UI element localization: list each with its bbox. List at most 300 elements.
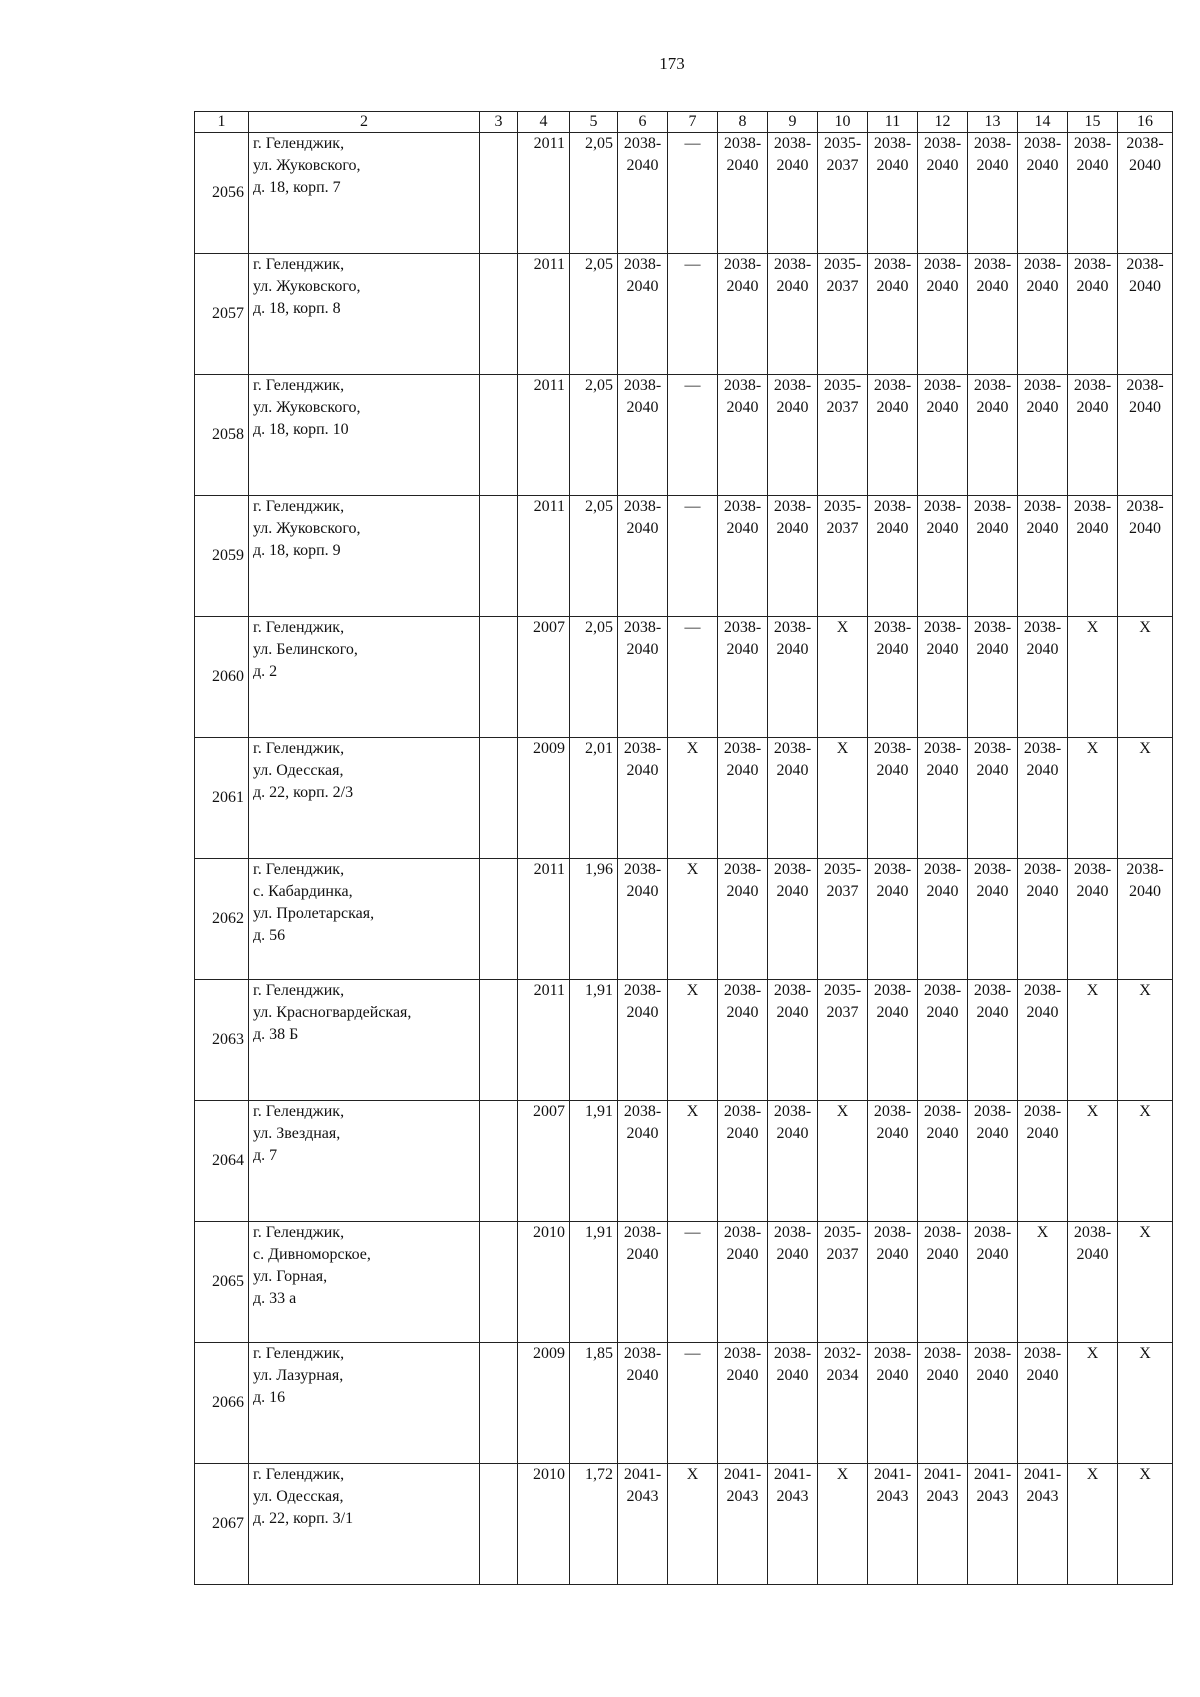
cell-line: 2040 xyxy=(976,641,1009,658)
row-number: 2061 xyxy=(195,738,249,859)
cell-line: 2038- xyxy=(773,498,812,515)
cell-line: 2040 xyxy=(976,1367,1009,1384)
column-header: 6 xyxy=(618,112,668,133)
period-cell xyxy=(868,254,918,375)
cell-line: 2041- xyxy=(1023,1466,1062,1483)
cell-line: 2040 xyxy=(776,399,809,416)
period-cell xyxy=(1118,1464,1173,1585)
cell-line: 2038- xyxy=(873,256,912,273)
table-row xyxy=(195,980,1173,1101)
period-cell xyxy=(968,1222,1018,1343)
cell-line: 2038- xyxy=(923,498,962,515)
cell-line: 2041- xyxy=(973,1466,1012,1483)
column-header: 4 xyxy=(518,112,570,133)
period-cell xyxy=(768,1101,818,1222)
period-cell xyxy=(768,859,818,980)
cell-line: 2037 xyxy=(826,399,859,416)
cell-line: 2040 xyxy=(726,1246,759,1263)
cell-line: 2038- xyxy=(873,861,912,878)
period-cell xyxy=(868,496,918,617)
period-cell xyxy=(1118,254,1173,375)
cell-line: 2040 xyxy=(1076,520,1109,537)
year-cell: 2011 xyxy=(518,980,570,1101)
column-3-cell xyxy=(480,254,518,375)
value-cell: 1,96 xyxy=(570,859,618,980)
period-cell xyxy=(668,133,718,254)
cell-line: 2040 xyxy=(926,1004,959,1021)
cell-line: 2043 xyxy=(926,1488,959,1505)
address-cell xyxy=(249,738,480,859)
year-cell: 2011 xyxy=(518,859,570,980)
cell-line: X xyxy=(836,740,849,757)
cell-line: д. 22, корп. 2/3 xyxy=(253,784,354,801)
cell-line: X xyxy=(686,740,699,757)
value-cell: 2,05 xyxy=(570,496,618,617)
cell-line: 2038- xyxy=(973,377,1012,394)
cell-line: 2040 xyxy=(1129,883,1161,900)
cell-line: 2040 xyxy=(976,157,1009,174)
cell-line: 2040 xyxy=(626,883,659,900)
row-number: 2063 xyxy=(195,980,249,1101)
cell-line: 2038- xyxy=(1023,256,1062,273)
cell-line: 2038- xyxy=(923,1103,962,1120)
cell-line: 2038- xyxy=(973,135,1012,152)
value-cell: 1,91 xyxy=(570,980,618,1101)
column-header: 12 xyxy=(918,112,968,133)
cell-line: 2040 xyxy=(1129,157,1161,174)
year-cell: 2007 xyxy=(518,617,570,738)
period-cell xyxy=(1068,738,1118,859)
cell-line: 2038- xyxy=(723,619,762,636)
address-cell xyxy=(249,617,480,738)
cell-line: 2040 xyxy=(1076,883,1109,900)
cell-line: 2038- xyxy=(623,135,662,152)
period-cell xyxy=(1068,980,1118,1101)
cell-line: X xyxy=(836,1103,849,1120)
address-cell xyxy=(249,375,480,496)
cell-line: г. Геленджик, xyxy=(253,1466,345,1483)
cell-line: 2040 xyxy=(776,1367,809,1384)
period-cell xyxy=(618,1222,668,1343)
cell-line: 2038- xyxy=(773,256,812,273)
cell-line: 2038- xyxy=(1073,377,1112,394)
cell-line: 2040 xyxy=(626,520,659,537)
period-cell xyxy=(1118,738,1173,859)
cell-line: 2040 xyxy=(876,1367,909,1384)
cell-line: 2040 xyxy=(1026,1367,1059,1384)
period-cell xyxy=(1018,1101,1068,1222)
column-3-cell xyxy=(480,133,518,254)
year-cell: 2010 xyxy=(518,1222,570,1343)
cell-line: 2040 xyxy=(926,1125,959,1142)
column-3-cell xyxy=(480,617,518,738)
cell-line: 2040 xyxy=(1026,1125,1059,1142)
cell-line: 2040 xyxy=(926,278,959,295)
cell-line: г. Геленджик, xyxy=(253,498,345,515)
cell-line: 2038- xyxy=(1126,377,1164,394)
column-header: 11 xyxy=(868,112,918,133)
period-cell xyxy=(618,738,668,859)
cell-line: 2043 xyxy=(1026,1488,1059,1505)
period-cell xyxy=(868,1464,918,1585)
cell-line: X xyxy=(1086,982,1099,999)
period-cell xyxy=(868,133,918,254)
cell-line: 2040 xyxy=(1026,399,1059,416)
cell-line: 2040 xyxy=(626,399,659,416)
cell-line: 2038- xyxy=(773,1224,812,1241)
cell-line: 2040 xyxy=(1026,157,1059,174)
cell-line: д. 18, корп. 8 xyxy=(253,300,341,317)
period-cell xyxy=(1068,1343,1118,1464)
cell-line: 2038- xyxy=(623,1224,662,1241)
period-cell xyxy=(818,1464,868,1585)
period-cell xyxy=(1118,1222,1173,1343)
period-cell xyxy=(918,1343,968,1464)
column-header: 3 xyxy=(480,112,518,133)
cell-line: X xyxy=(1139,619,1151,636)
column-header: 5 xyxy=(570,112,618,133)
cell-line: 2040 xyxy=(976,399,1009,416)
cell-line: д. 18, корп. 9 xyxy=(253,542,341,559)
cell-line: 2038- xyxy=(723,861,762,878)
cell-line: г. Геленджик, xyxy=(253,377,345,394)
period-cell xyxy=(1068,1464,1118,1585)
period-cell xyxy=(968,1343,1018,1464)
period-cell xyxy=(768,617,818,738)
period-cell xyxy=(1068,496,1118,617)
value-cell: 2,05 xyxy=(570,254,618,375)
period-cell xyxy=(668,1222,718,1343)
cell-line: — xyxy=(684,619,701,636)
period-cell xyxy=(868,859,918,980)
cell-line: X xyxy=(1139,1345,1151,1362)
cell-line: д. 2 xyxy=(253,663,278,680)
period-cell xyxy=(918,375,968,496)
table-row xyxy=(195,1101,1173,1222)
column-3-cell xyxy=(480,1101,518,1222)
cell-line: 2041- xyxy=(923,1466,962,1483)
cell-line: ул. Пролетарская, xyxy=(253,905,375,922)
cell-line: 2038- xyxy=(873,1224,912,1241)
cell-line: 2038- xyxy=(1126,498,1164,515)
period-cell xyxy=(768,738,818,859)
cell-line: 2038- xyxy=(873,377,912,394)
cell-line: 2038- xyxy=(773,861,812,878)
cell-line: 2038- xyxy=(773,135,812,152)
cell-line: 2038- xyxy=(1023,740,1062,757)
table-row xyxy=(195,254,1173,375)
cell-line: 2040 xyxy=(976,883,1009,900)
cell-line: 2038- xyxy=(723,1103,762,1120)
cell-line: г. Геленджик, xyxy=(253,740,345,757)
period-cell xyxy=(968,859,1018,980)
cell-line: 2040 xyxy=(876,883,909,900)
cell-line: 2040 xyxy=(976,520,1009,537)
cell-line: 2040 xyxy=(876,520,909,537)
column-3-cell xyxy=(480,1464,518,1585)
value-cell: 1,91 xyxy=(570,1101,618,1222)
cell-line: 2040 xyxy=(926,520,959,537)
cell-line: 2040 xyxy=(1026,641,1059,658)
period-cell xyxy=(818,980,868,1101)
cell-line: 2038- xyxy=(723,498,762,515)
cell-line: ул. Жуковского, xyxy=(253,520,361,537)
cell-line: 2040 xyxy=(726,157,759,174)
cell-line: 2040 xyxy=(626,762,659,779)
cell-line: 2038- xyxy=(973,982,1012,999)
cell-line: 2038- xyxy=(623,1345,662,1362)
period-cell xyxy=(968,133,1018,254)
period-cell xyxy=(618,1101,668,1222)
cell-line: 2040 xyxy=(1026,520,1059,537)
cell-line: 2040 xyxy=(1076,157,1109,174)
period-cell xyxy=(968,254,1018,375)
cell-line: 2040 xyxy=(776,1125,809,1142)
cell-line: 2041- xyxy=(623,1466,662,1483)
cell-line: 2040 xyxy=(926,883,959,900)
cell-line: 2038- xyxy=(973,498,1012,515)
period-cell xyxy=(668,1343,718,1464)
cell-line: 2041- xyxy=(773,1466,812,1483)
cell-line: 2040 xyxy=(726,1125,759,1142)
cell-line: 2038- xyxy=(873,135,912,152)
period-cell xyxy=(818,738,868,859)
period-cell xyxy=(918,1101,968,1222)
period-cell xyxy=(768,1222,818,1343)
period-cell xyxy=(768,1343,818,1464)
cell-line: 2043 xyxy=(726,1488,759,1505)
year-cell: 2009 xyxy=(518,738,570,859)
cell-line: 2038- xyxy=(1023,619,1062,636)
year-cell: 2010 xyxy=(518,1464,570,1585)
period-cell xyxy=(868,1101,918,1222)
cell-line: 2038- xyxy=(623,1103,662,1120)
cell-line: 2038- xyxy=(623,498,662,515)
cell-line: г. Геленджик, xyxy=(253,619,345,636)
year-cell: 2011 xyxy=(518,496,570,617)
period-cell xyxy=(618,375,668,496)
cell-line: 2038- xyxy=(723,256,762,273)
cell-line: X xyxy=(686,861,699,878)
cell-line: 2040 xyxy=(876,1246,909,1263)
cell-line: 2038- xyxy=(973,861,1012,878)
cell-line: 2040 xyxy=(1026,762,1059,779)
cell-line: 2038- xyxy=(923,1345,962,1362)
period-cell xyxy=(818,133,868,254)
cell-line: 2040 xyxy=(876,157,909,174)
period-cell xyxy=(1018,859,1068,980)
period-cell xyxy=(918,738,968,859)
cell-line: — xyxy=(684,135,701,152)
cell-line: 2040 xyxy=(726,399,759,416)
year-cell: 2011 xyxy=(518,375,570,496)
cell-line: 2038- xyxy=(1073,861,1112,878)
table-row xyxy=(195,496,1173,617)
cell-line: 2035- xyxy=(823,1224,862,1241)
cell-line: 2040 xyxy=(776,520,809,537)
period-cell xyxy=(868,375,918,496)
cell-line: 2038- xyxy=(1126,861,1164,878)
cell-line: — xyxy=(684,256,701,273)
period-cell xyxy=(668,738,718,859)
cell-line: 2038- xyxy=(873,982,912,999)
cell-line: 2040 xyxy=(1129,278,1161,295)
period-cell xyxy=(868,738,918,859)
period-cell xyxy=(718,133,768,254)
cell-line: 2038- xyxy=(1023,377,1062,394)
cell-line: 2040 xyxy=(726,520,759,537)
cell-line: 2038- xyxy=(873,498,912,515)
cell-line: 2040 xyxy=(776,762,809,779)
cell-line: 2038- xyxy=(623,256,662,273)
period-cell xyxy=(818,859,868,980)
cell-line: ул. Одесская, xyxy=(253,762,344,779)
cell-line: X xyxy=(686,1103,699,1120)
cell-line: X xyxy=(836,619,849,636)
cell-line: д. 22, корп. 3/1 xyxy=(253,1510,354,1527)
cell-line: 2040 xyxy=(626,1367,659,1384)
cell-line: 2040 xyxy=(876,641,909,658)
cell-line: 2038- xyxy=(623,982,662,999)
cell-line: 2037 xyxy=(826,157,859,174)
column-3-cell xyxy=(480,859,518,980)
value-cell: 1,85 xyxy=(570,1343,618,1464)
cell-line: ул. Белинского, xyxy=(253,641,358,658)
period-cell xyxy=(1068,1101,1118,1222)
cell-line: 2037 xyxy=(826,1246,859,1263)
period-cell xyxy=(718,1101,768,1222)
row-number: 2066 xyxy=(195,1343,249,1464)
period-cell xyxy=(1118,980,1173,1101)
cell-line: 2040 xyxy=(976,278,1009,295)
period-cell xyxy=(1118,1101,1173,1222)
cell-line: X xyxy=(686,982,699,999)
period-cell xyxy=(718,1464,768,1585)
period-cell xyxy=(718,980,768,1101)
cell-line: ул. Горная, xyxy=(253,1268,328,1285)
cell-line: 2040 xyxy=(976,1004,1009,1021)
period-cell xyxy=(1018,496,1068,617)
period-cell xyxy=(868,617,918,738)
column-header: 10 xyxy=(818,112,868,133)
row-number: 2056 xyxy=(195,133,249,254)
cell-line: 2040 xyxy=(1026,883,1059,900)
register-table xyxy=(194,111,1173,1585)
table-row xyxy=(195,738,1173,859)
cell-line: д. 33 а xyxy=(253,1290,297,1307)
period-cell xyxy=(618,617,668,738)
address-cell xyxy=(249,133,480,254)
cell-line: X xyxy=(1139,740,1151,757)
period-cell xyxy=(1068,859,1118,980)
cell-line: г. Геленджик, xyxy=(253,861,345,878)
cell-line: 2040 xyxy=(626,278,659,295)
period-cell xyxy=(868,1343,918,1464)
cell-line: 2040 xyxy=(726,762,759,779)
value-cell: 2,05 xyxy=(570,375,618,496)
cell-line: 2040 xyxy=(976,1125,1009,1142)
cell-line: 2038- xyxy=(873,1103,912,1120)
period-cell xyxy=(668,859,718,980)
cell-line: — xyxy=(684,1224,701,1241)
period-cell xyxy=(1018,254,1068,375)
period-cell xyxy=(1118,375,1173,496)
period-cell xyxy=(618,1464,668,1585)
period-cell xyxy=(618,980,668,1101)
period-cell xyxy=(618,254,668,375)
period-cell xyxy=(918,133,968,254)
period-cell xyxy=(618,1343,668,1464)
column-3-cell xyxy=(480,738,518,859)
address-cell xyxy=(249,1464,480,1585)
cell-line: 2041- xyxy=(723,1466,762,1483)
cell-line: X xyxy=(1139,1466,1151,1483)
cell-line: д. 18, корп. 7 xyxy=(253,179,341,196)
period-cell xyxy=(1068,254,1118,375)
period-cell xyxy=(768,254,818,375)
period-cell xyxy=(1118,859,1173,980)
cell-line: 2038- xyxy=(773,1103,812,1120)
period-cell xyxy=(968,980,1018,1101)
cell-line: 2038- xyxy=(1023,135,1062,152)
cell-line: 2040 xyxy=(876,399,909,416)
cell-line: д. 38 Б xyxy=(253,1026,299,1043)
cell-line: 2038- xyxy=(1023,861,1062,878)
cell-line: 2038- xyxy=(1073,135,1112,152)
row-number: 2057 xyxy=(195,254,249,375)
cell-line: 2040 xyxy=(976,762,1009,779)
row-number: 2064 xyxy=(195,1101,249,1222)
column-3-cell xyxy=(480,980,518,1101)
period-cell xyxy=(1118,133,1173,254)
cell-line: 2038- xyxy=(973,619,1012,636)
value-cell: 2,05 xyxy=(570,617,618,738)
period-cell xyxy=(918,1464,968,1585)
period-cell xyxy=(618,133,668,254)
period-cell xyxy=(718,254,768,375)
period-cell xyxy=(1068,617,1118,738)
cell-line: г. Геленджик, xyxy=(253,1345,345,1362)
period-cell xyxy=(1018,738,1068,859)
cell-line: г. Геленджик, xyxy=(253,1103,345,1120)
period-cell xyxy=(718,738,768,859)
column-3-cell xyxy=(480,1222,518,1343)
cell-line: 2038- xyxy=(623,377,662,394)
cell-line: X xyxy=(836,1466,849,1483)
cell-line: 2038- xyxy=(973,740,1012,757)
period-cell xyxy=(1018,1343,1068,1464)
column-header: 15 xyxy=(1068,112,1118,133)
period-cell xyxy=(668,617,718,738)
period-cell xyxy=(768,1464,818,1585)
value-cell: 2,05 xyxy=(570,133,618,254)
value-cell: 1,91 xyxy=(570,1222,618,1343)
cell-line: ул. Звездная, xyxy=(253,1125,341,1142)
cell-line: 2038- xyxy=(723,982,762,999)
column-header: 8 xyxy=(718,112,768,133)
table-row xyxy=(195,1343,1173,1464)
header-row xyxy=(195,112,1173,133)
period-cell xyxy=(668,1101,718,1222)
period-cell xyxy=(818,254,868,375)
cell-line: ул. Красногвардейская, xyxy=(253,1004,412,1021)
table-body xyxy=(195,112,1173,1585)
value-cell: 1,72 xyxy=(570,1464,618,1585)
period-cell xyxy=(968,1464,1018,1585)
cell-line: 2038- xyxy=(923,377,962,394)
cell-line: 2040 xyxy=(976,1246,1009,1263)
period-cell xyxy=(668,980,718,1101)
